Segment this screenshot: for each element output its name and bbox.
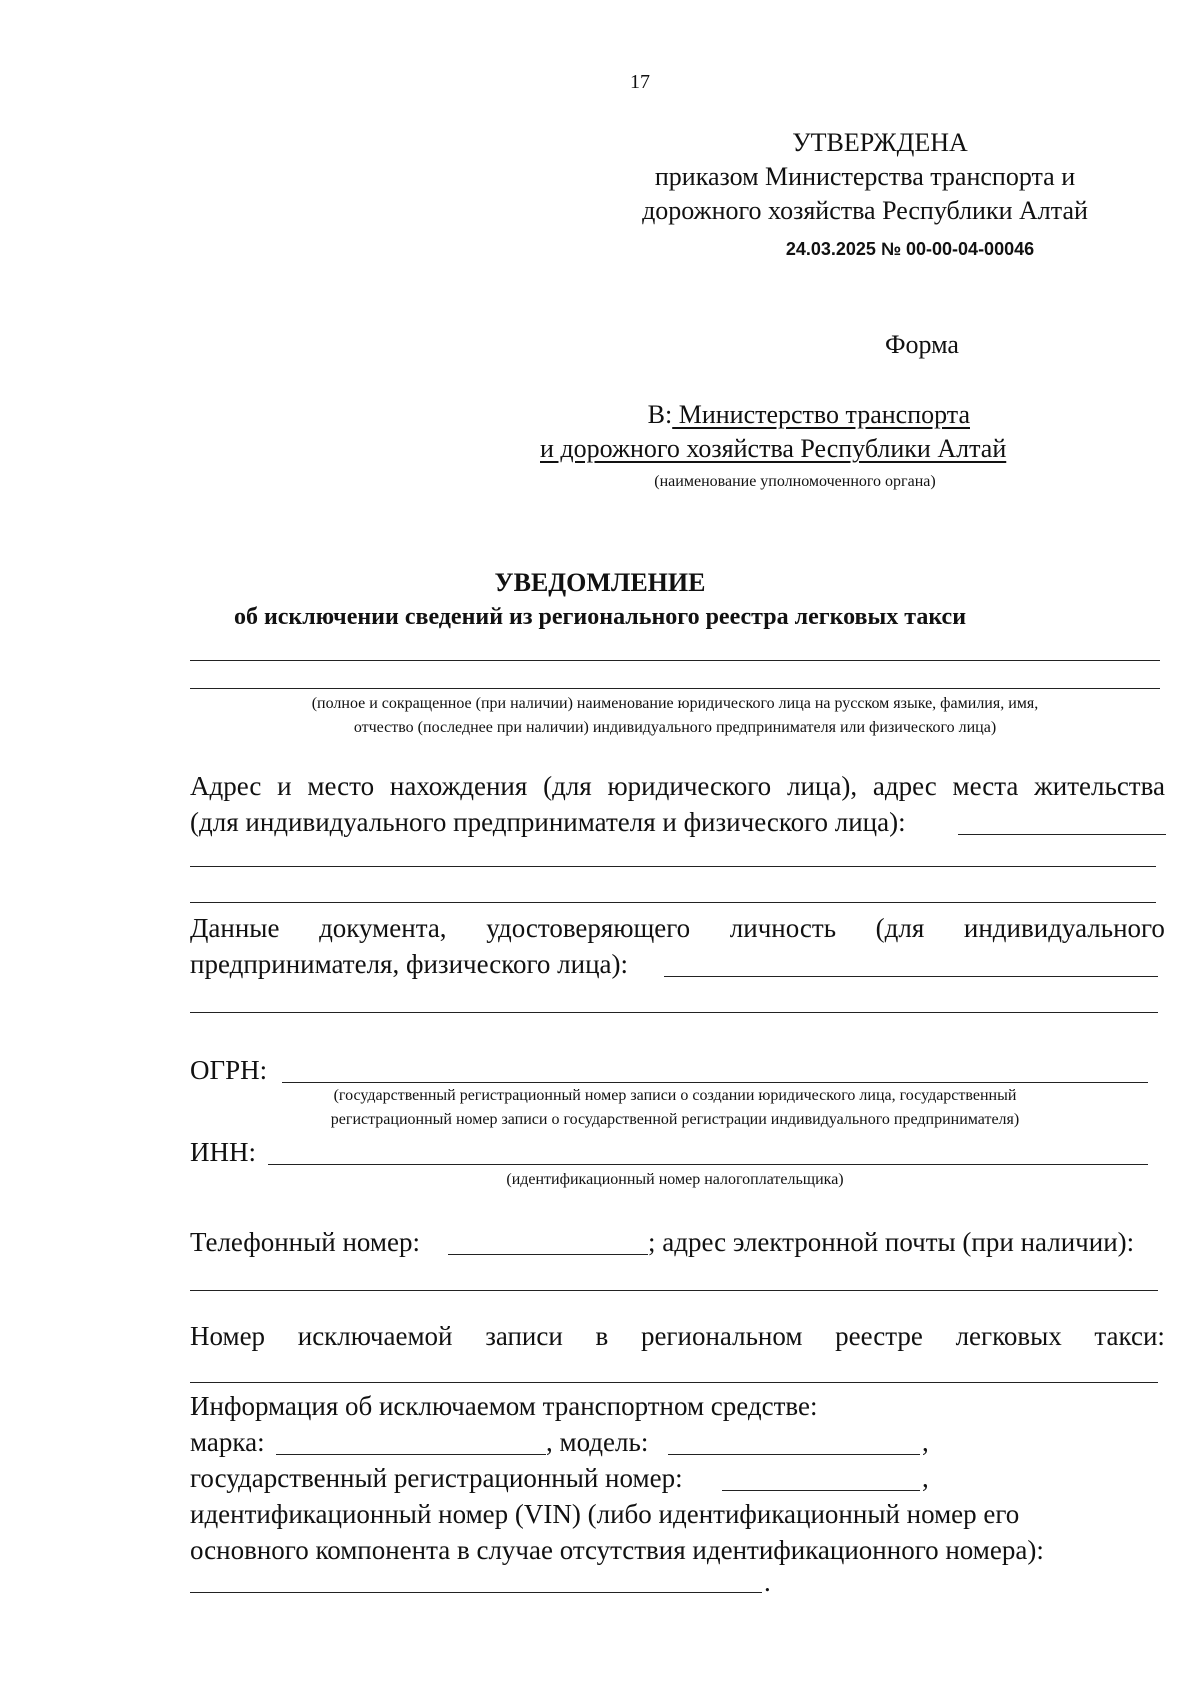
- recipient-caption: (наименование уполномоченного органа): [654, 473, 936, 490]
- phone-label: Телефонный номер:: [190, 1227, 420, 1257]
- id-word-4: личность: [729, 913, 837, 943]
- applicant-caption-line1: (полное и сокращенное (при наличии) наименование юридического лица на русском языке, фамилия, имя,: [311, 695, 1039, 712]
- recipient-line1: [540, 400, 970, 430]
- email-field-line[interactable]: [190, 1290, 1158, 1291]
- approval-line1: приказом Министерства транспорта и: [654, 162, 1076, 191]
- email-label: ; адрес электронной почты (при наличии):: [648, 1227, 1135, 1257]
- address-label-line2: (для индивидуального предпринимателя и физического лица):: [190, 807, 906, 837]
- vehicle-vin-field[interactable]: [190, 1592, 762, 1593]
- record-field-line[interactable]: [190, 1382, 1158, 1383]
- vehicle-model-field[interactable]: [668, 1454, 920, 1455]
- applicant-name-line-2[interactable]: [190, 688, 1160, 689]
- record-word-6: реестре: [835, 1321, 923, 1351]
- form-label: Форма: [885, 330, 959, 359]
- record-word-5: региональном: [640, 1321, 803, 1351]
- id-word-3: удостоверяющего: [486, 913, 691, 943]
- vehicle-reg-field[interactable]: [722, 1490, 920, 1491]
- id-word-6: индивидуального: [963, 913, 1165, 943]
- ogrn-caption-line1: (государственный регистрационный номер записи о создании юридического лица, государственный: [333, 1087, 1017, 1104]
- vehicle-model-comma: ,: [922, 1427, 929, 1457]
- inn-field-line[interactable]: [268, 1164, 1148, 1165]
- page-number: 17: [630, 71, 650, 93]
- record-word-1: Номер: [190, 1321, 266, 1351]
- vehicle-brand-field[interactable]: [276, 1454, 546, 1455]
- record-word-3: записи: [485, 1321, 563, 1351]
- address-field-line-3[interactable]: [190, 902, 1156, 903]
- vehicle-vin-label-line2: основного компонента в случае отсутствия идентификационного номера):: [190, 1535, 1044, 1565]
- phone-field-line[interactable]: [448, 1254, 648, 1255]
- vehicle-reg-comma: ,: [922, 1463, 929, 1493]
- id-document-field-line-1[interactable]: [664, 976, 1158, 977]
- ogrn-field-line[interactable]: [282, 1082, 1148, 1083]
- vehicle-reg-label: государственный регистрационный номер:: [190, 1463, 683, 1493]
- ogrn-caption-line2: регистрационный номер записи о государственной регистрации индивидуального предпринимателя): [330, 1111, 1020, 1128]
- approval-title: УТВЕРЖДЕНА: [792, 128, 968, 157]
- recipient-name-line1: Министерство транспорта: [672, 400, 970, 429]
- vehicle-vin-label-line1: идентификационный номер (VIN) (либо идентификационный номер его: [190, 1499, 1020, 1529]
- applicant-caption-line2: отчество (последнее при наличии) индивидуального предпринимателя или физического лица): [353, 719, 997, 736]
- applicant-name-line-1[interactable]: [190, 660, 1160, 661]
- id-word-2: документа,: [319, 913, 447, 943]
- record-label: [190, 1320, 1165, 1352]
- vehicle-heading: Информация об исключаемом транспортном средстве:: [190, 1391, 818, 1421]
- id-word-1: Данные: [190, 913, 280, 943]
- record-word-4: в: [595, 1321, 609, 1351]
- record-word-2: исключаемой: [297, 1321, 453, 1351]
- inn-label: ИНН:: [190, 1137, 256, 1167]
- document-title: УВЕДОМЛЕНИЕ: [494, 568, 706, 597]
- vehicle-brand-label: марка:: [190, 1427, 265, 1457]
- id-document-label-line1: [190, 912, 1165, 944]
- record-word-7: легковых: [955, 1321, 1062, 1351]
- order-number: 24.03.2025 № 00-00-04-00046: [785, 239, 1035, 259]
- document-subtitle: об исключении сведений из регионального реестра легковых такси: [233, 604, 967, 630]
- recipient-prefix: В:: [647, 400, 673, 429]
- ogrn-label: ОГРН:: [190, 1055, 268, 1085]
- address-field-line-1[interactable]: [958, 834, 1166, 835]
- recipient-name-line2: и дорожного хозяйства Республики Алтай: [540, 434, 1007, 463]
- id-document-label-line2: предпринимателя, физического лица):: [190, 949, 628, 979]
- record-word-8: такси:: [1094, 1321, 1165, 1351]
- vehicle-vin-period: .: [764, 1567, 771, 1597]
- vehicle-model-label: , модель:: [546, 1427, 649, 1457]
- id-word-5: (для: [875, 913, 925, 943]
- address-label-line1: Адрес и место нахождения (для юридического лица), адрес места жительства: [190, 771, 1165, 801]
- approval-line2: дорожного хозяйства Республики Алтай: [642, 196, 1088, 225]
- inn-caption: (идентификационный номер налогоплательщика): [506, 1171, 844, 1188]
- address-field-line-2[interactable]: [190, 866, 1156, 867]
- id-document-field-line-2[interactable]: [190, 1012, 1158, 1013]
